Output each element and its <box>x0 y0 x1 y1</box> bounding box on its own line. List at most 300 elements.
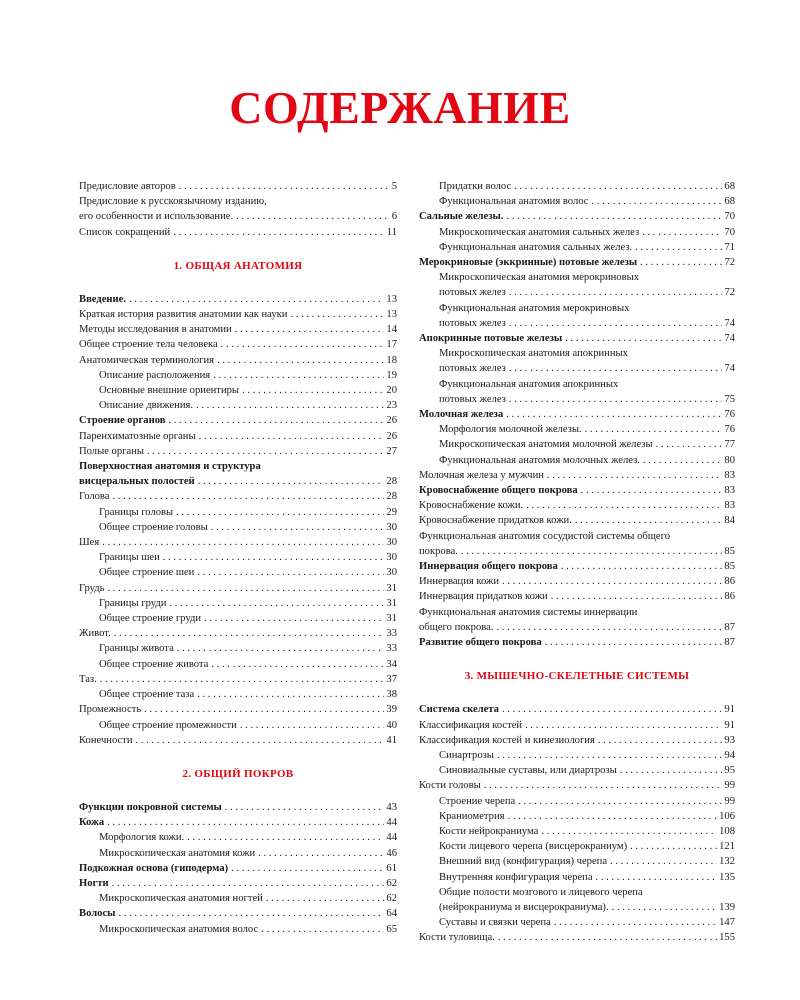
toc-entry[interactable] <box>79 657 397 672</box>
dot-leader <box>585 422 723 437</box>
dot-leader <box>509 361 723 376</box>
toc-entry-text: Краткая история развития анатомии как науки <box>79 309 288 321</box>
toc-entry[interactable] <box>79 922 397 937</box>
toc-entry-text: Молочная железа <box>419 409 504 421</box>
toc-entry[interactable] <box>79 891 397 906</box>
toc-entry[interactable] <box>79 611 397 626</box>
toc-entry-text: Функциональная анатомия молочных желез. <box>439 454 640 466</box>
toc-entry-text: Полые органы <box>79 445 144 457</box>
dot-leader <box>197 687 384 702</box>
dot-leader <box>547 468 723 483</box>
toc-entry[interactable] <box>419 529 735 559</box>
toc-entry-text: Синартрозы <box>439 749 494 761</box>
toc-entry-text: Основные внешние ориентиры <box>99 385 240 397</box>
page-number: 38 <box>386 689 397 701</box>
toc-entry[interactable] <box>419 225 735 240</box>
page-number: 33 <box>386 643 397 655</box>
page-number: 99 <box>724 795 735 807</box>
toc-entry[interactable] <box>79 413 397 428</box>
dot-leader <box>610 854 717 869</box>
dot-leader <box>169 596 384 611</box>
toc-left-column <box>79 179 397 937</box>
dot-leader <box>211 520 385 535</box>
dot-leader <box>100 672 385 687</box>
toc-entry[interactable] <box>419 194 735 209</box>
toc-entry-last-line <box>79 209 397 224</box>
page-number: 132 <box>719 856 735 868</box>
dot-leader <box>498 930 717 945</box>
toc-entry-text: Придатки волос <box>439 181 512 192</box>
section-heading: 1. ОБЩАЯ АНАТОМИЯ <box>173 259 303 272</box>
toc-entry[interactable] <box>79 846 397 861</box>
page-number: 40 <box>386 719 397 731</box>
toc-entry-last-line <box>439 285 735 300</box>
toc-entry-text: Предисловие авторов <box>79 181 176 192</box>
page-number: 23 <box>386 400 397 412</box>
dot-leader <box>136 733 385 748</box>
page-number: 14 <box>386 324 397 336</box>
dot-leader <box>147 444 384 459</box>
page-number: 94 <box>724 749 735 761</box>
toc-entry[interactable] <box>419 839 735 854</box>
page-number: 62 <box>386 893 397 905</box>
toc-entry-text: потовых желез <box>439 363 506 375</box>
toc-entry-text: Границы груди <box>99 597 167 609</box>
page-number: 147 <box>719 917 735 929</box>
page-number: 85 <box>724 545 735 557</box>
toc-entry-text: Развитие общего покрова <box>419 637 542 649</box>
page-number: 71 <box>724 241 735 253</box>
toc-entry-text: Подкожная основа (гиподерма) <box>79 862 229 874</box>
toc-entry[interactable] <box>79 398 397 413</box>
dot-leader <box>541 824 717 839</box>
toc-entry[interactable] <box>419 748 735 763</box>
toc-entry[interactable] <box>419 483 735 498</box>
toc-entry[interactable] <box>419 733 735 748</box>
dot-leader <box>497 620 723 635</box>
toc-entry[interactable] <box>79 505 397 520</box>
toc-entry-text: Кожа <box>79 817 105 829</box>
dot-leader <box>497 748 722 763</box>
toc-entry[interactable] <box>79 565 397 580</box>
dot-leader <box>643 453 722 468</box>
toc-entry[interactable] <box>79 194 397 224</box>
toc-entry-text: Границы головы <box>99 506 174 518</box>
toc-entry-text: Внутренняя конфигурация черепа <box>439 871 593 883</box>
toc-entry-text: Функциональная анатомия сальных желез. <box>439 241 633 253</box>
dot-leader <box>484 778 723 793</box>
toc-entry[interactable] <box>79 687 397 702</box>
page-number: 91 <box>724 704 735 716</box>
toc-right-column <box>419 179 735 946</box>
page-number: 29 <box>386 506 397 518</box>
toc-entry-last-line <box>439 361 735 376</box>
dot-leader <box>242 383 384 398</box>
dot-leader <box>217 353 384 368</box>
dot-leader <box>225 800 385 815</box>
toc-entry-text: Общие полости мозгового и лицевого черепа <box>439 886 643 898</box>
toc-entry-text: Введение. <box>79 293 126 305</box>
page-number: 27 <box>386 445 397 457</box>
page-number: 86 <box>724 576 735 588</box>
toc-entry[interactable] <box>419 885 735 915</box>
toc-entry[interactable] <box>419 209 735 224</box>
dot-leader <box>168 413 384 428</box>
page-number: 70 <box>724 211 735 223</box>
toc-entry-text: Промежность <box>79 704 142 716</box>
toc-entry[interactable] <box>419 255 735 270</box>
page-title: СОДЕРЖАНИЕ <box>229 82 571 133</box>
page-number: 43 <box>386 801 397 813</box>
page-number: 135 <box>719 871 735 883</box>
toc-entry-text: Функциональная анатомия сосудистой системы общего <box>419 530 670 542</box>
dot-leader <box>506 407 722 422</box>
toc-entry[interactable] <box>419 346 735 376</box>
dot-leader <box>221 337 385 352</box>
page-number: 5 <box>391 181 397 192</box>
page-number: 39 <box>386 704 397 716</box>
toc-entry[interactable] <box>79 535 397 550</box>
toc-entry-text: Кровоснабжение кожи. <box>419 500 524 512</box>
toc-entry[interactable] <box>79 322 397 337</box>
toc-entry[interactable] <box>419 763 735 778</box>
page-number: 41 <box>386 734 397 746</box>
dot-leader <box>113 489 385 504</box>
toc-entry[interactable] <box>419 270 735 300</box>
toc-entry-text: (нейрокраниума и висцерокраниума). <box>439 901 609 913</box>
dot-leader <box>240 718 385 733</box>
toc-entry-text: Кости головы <box>419 780 481 792</box>
toc-entry-text: Общее строение таза <box>99 689 195 701</box>
section-heading: 3. МЫШЕЧНО-СКЕЛЕТНЫЕ СИСТЕМЫ <box>464 670 690 683</box>
page-number: 65 <box>386 923 397 935</box>
page-number: 74 <box>724 317 735 329</box>
page-number: 83 <box>724 500 735 512</box>
dot-leader <box>114 626 385 641</box>
dot-leader <box>102 535 384 550</box>
page-number: 37 <box>386 673 397 685</box>
toc-entry[interactable] <box>419 930 735 945</box>
dot-leader <box>598 733 723 748</box>
dot-leader <box>592 194 723 209</box>
toc-entry[interactable] <box>419 794 735 809</box>
toc-entry-text: Микроскопическая анатомия волос <box>99 923 259 935</box>
toc-entry-text: Кровоснабжение придатков кожи. <box>419 515 572 527</box>
toc-entry[interactable] <box>419 605 735 635</box>
toc-entry[interactable] <box>419 702 735 717</box>
page-number: 75 <box>724 393 735 405</box>
page-number: 76 <box>724 409 735 421</box>
dot-leader <box>179 179 390 194</box>
page-number: 46 <box>386 847 397 859</box>
dot-leader <box>565 331 722 346</box>
toc-entry[interactable] <box>79 815 397 830</box>
page-number: 72 <box>724 287 735 299</box>
toc-entry-text: Методы исследования в анатомии <box>79 324 232 336</box>
page-number: 26 <box>386 430 397 442</box>
dot-leader <box>502 574 722 589</box>
toc-entry[interactable] <box>419 240 735 255</box>
toc-entry[interactable] <box>419 778 735 793</box>
toc-entry[interactable] <box>79 906 397 921</box>
dot-leader <box>635 240 722 255</box>
toc-entry-text: потовых желез <box>439 393 506 405</box>
toc-entry[interactable] <box>79 596 397 611</box>
dot-leader <box>177 641 385 656</box>
toc-entry[interactable] <box>419 559 735 574</box>
toc-entry-text: Внешний вид (конфигурация) черепа <box>439 856 608 868</box>
toc-entry-text: Волосы <box>79 908 116 920</box>
toc-entry-text: Сальные железы. <box>419 211 504 223</box>
page-number: 87 <box>724 621 735 633</box>
page-number: 61 <box>386 862 397 874</box>
toc-entry-text: Описание движения. <box>99 400 194 412</box>
toc-entry[interactable] <box>419 824 735 839</box>
toc-entry-text: Таз. <box>79 673 97 685</box>
toc-entry[interactable] <box>79 800 397 815</box>
toc-entry[interactable] <box>419 437 735 452</box>
toc-entry-text: Конечности <box>79 734 133 746</box>
dot-leader <box>596 870 718 885</box>
toc-entry-last-line <box>419 620 735 635</box>
toc-entry[interactable] <box>419 915 735 930</box>
toc-entry[interactable] <box>79 429 397 444</box>
toc-entry[interactable] <box>419 718 735 733</box>
page-number: 80 <box>724 454 735 466</box>
toc-entry[interactable] <box>79 626 397 641</box>
dot-leader <box>107 815 384 830</box>
toc-entry-text: Суставы и связки черепа <box>439 917 551 929</box>
dot-leader <box>656 437 723 452</box>
toc-entry[interactable] <box>419 422 735 437</box>
toc-entry-text: Границы шеи <box>99 552 160 564</box>
dot-leader <box>198 474 385 489</box>
dot-leader <box>290 307 384 322</box>
dot-leader <box>642 225 722 240</box>
toc-entry-last-line <box>439 900 735 915</box>
page-number: 77 <box>724 439 735 451</box>
page-number: 20 <box>386 385 397 397</box>
toc-entry[interactable] <box>419 331 735 346</box>
toc-entry-text: Кости нейрокраниума <box>439 825 539 837</box>
toc-entry[interactable] <box>419 301 735 331</box>
toc-entry-text: Общее строение шеи <box>99 567 195 579</box>
page-number: 28 <box>386 476 397 488</box>
toc-entry[interactable] <box>419 854 735 869</box>
toc-entry-text: Молочная железа у мужчин <box>419 469 544 481</box>
toc-entry[interactable] <box>79 307 397 322</box>
toc-entry[interactable] <box>79 337 397 352</box>
dot-leader <box>204 611 384 626</box>
toc-entry[interactable] <box>419 809 735 824</box>
toc-entry[interactable] <box>419 870 735 885</box>
toc-entry-text: покрова. <box>419 545 458 557</box>
page-number: 106 <box>719 810 735 822</box>
page-number: 28 <box>386 491 397 503</box>
toc-entry[interactable] <box>79 368 397 383</box>
toc-entry[interactable] <box>79 489 397 504</box>
dot-leader <box>236 209 390 224</box>
toc-entry-text: Кости лицевого черепа (висцерокраниум) <box>439 841 628 853</box>
dot-leader <box>461 544 722 559</box>
toc-entry[interactable] <box>79 292 397 307</box>
dot-leader <box>509 285 723 300</box>
toc-entry-text: Живот. <box>79 628 111 640</box>
toc-entry-text: общего покрова. <box>419 621 494 633</box>
dot-leader <box>509 392 723 407</box>
toc-entry-text: Иннервация общего покрова <box>419 561 558 573</box>
toc-entry[interactable] <box>79 830 397 845</box>
page-number: 84 <box>724 515 735 527</box>
dot-leader <box>118 906 384 921</box>
section-heading: 2. ОБЩИЙ ПОКРОВ <box>182 767 294 780</box>
toc-entry-text: Морфология кожи. <box>99 832 185 844</box>
toc-entry[interactable] <box>419 377 735 407</box>
dot-leader <box>554 915 717 930</box>
dot-leader <box>258 846 384 861</box>
dot-leader <box>581 483 723 498</box>
dot-leader <box>575 513 723 528</box>
toc-entry[interactable] <box>79 672 397 687</box>
page-number: 19 <box>386 369 397 381</box>
dot-leader <box>163 550 385 565</box>
dot-leader <box>506 209 722 224</box>
toc-entry-text: Паренхиматозные органы <box>79 430 196 442</box>
dot-leader <box>199 429 385 444</box>
toc-entry[interactable] <box>79 550 397 565</box>
toc-entry-text: Шея <box>79 537 100 549</box>
toc-entry[interactable] <box>419 179 735 194</box>
toc-entry-last-line <box>439 392 735 407</box>
page-number: 6 <box>391 211 397 223</box>
page-number: 13 <box>386 309 397 321</box>
toc-entry[interactable] <box>79 718 397 733</box>
toc-entry[interactable] <box>79 383 397 398</box>
page-number: 76 <box>724 424 735 436</box>
toc-entry-text: Кровоснабжение общего покрова <box>419 485 578 497</box>
toc-entry-text: Общее строение тела человека <box>79 339 218 351</box>
page-number: 13 <box>386 293 397 305</box>
dot-leader <box>107 581 384 596</box>
toc-entry[interactable] <box>419 407 735 422</box>
toc-entry-text: Классификация костей и кинезиология <box>419 734 595 746</box>
dot-leader <box>197 565 384 580</box>
page-number: 139 <box>719 901 735 913</box>
toc-entry-text: Классификация костей <box>419 719 523 731</box>
dot-leader <box>144 702 384 717</box>
toc-entry[interactable] <box>79 733 397 748</box>
page-number: 31 <box>386 582 397 594</box>
toc-entry[interactable] <box>79 861 397 876</box>
toc-entry-text: Голова <box>79 491 110 503</box>
page-number: 17 <box>386 339 397 351</box>
toc-entry[interactable] <box>419 574 735 589</box>
dot-leader <box>211 657 384 672</box>
dot-leader <box>176 505 384 520</box>
dot-leader <box>612 900 718 915</box>
page-number: 74 <box>724 333 735 345</box>
dot-leader <box>525 718 722 733</box>
page-number: 26 <box>386 415 397 427</box>
toc-entry-text: Функциональная анатомия системы иннервации <box>419 606 638 618</box>
toc-entry-text: Мерокриновые (эккринные) потовые железы <box>419 257 638 269</box>
page-number: 155 <box>719 932 735 944</box>
page-number: 87 <box>724 637 735 649</box>
dot-leader <box>518 794 722 809</box>
toc-entry[interactable] <box>419 635 735 650</box>
toc-entry[interactable] <box>79 459 397 489</box>
dot-leader <box>213 368 384 383</box>
toc-entry-text: Синовиальные суставы, или диартрозы <box>439 765 617 777</box>
toc-entry-text: его особенности и использование. <box>79 211 234 223</box>
toc-entry[interactable] <box>79 581 397 596</box>
toc-entry[interactable] <box>79 876 397 891</box>
page-number: 108 <box>719 825 735 837</box>
dot-leader <box>173 225 385 240</box>
page-number: 83 <box>724 469 735 481</box>
page-number: 34 <box>386 658 397 670</box>
toc-entry-text: Предисловие к русскоязычному изданию, <box>79 196 267 208</box>
toc-entry-last-line <box>439 316 735 331</box>
toc-entry[interactable] <box>419 589 735 604</box>
toc-entry-text: Микроскопическая анатомия ногтей <box>99 893 263 905</box>
page-number: 83 <box>724 485 735 497</box>
toc-entry[interactable] <box>79 702 397 717</box>
toc-entry[interactable] <box>79 225 397 240</box>
toc-entry-text: Строение черепа <box>439 795 516 807</box>
dot-leader <box>129 292 384 307</box>
page-number: 91 <box>724 719 735 731</box>
toc-entry-text: Общее строение груди <box>99 613 202 625</box>
toc-entry-text: Микроскопическая анатомия молочной железы <box>439 439 653 451</box>
page-number: 72 <box>724 257 735 269</box>
toc-entry-text: Микроскопическая анатомия сальных желез <box>439 226 640 238</box>
toc-entry[interactable] <box>419 453 735 468</box>
toc-entry-text: Кости туловища. <box>419 932 495 944</box>
toc-entry[interactable] <box>79 520 397 535</box>
toc-entry[interactable] <box>419 498 735 513</box>
toc-entry[interactable] <box>79 641 397 656</box>
dot-leader <box>630 839 717 854</box>
page-number: 11 <box>386 226 397 238</box>
toc-entry-text: Анатомическая терминология <box>79 354 215 366</box>
toc-entry[interactable] <box>419 513 735 528</box>
toc-entry-text: Краниометрия <box>439 810 505 822</box>
toc-entry-text: Строение органов <box>79 415 166 427</box>
dot-leader <box>640 255 722 270</box>
toc-entry-text: Система скелета <box>419 704 499 716</box>
dot-leader <box>196 398 384 413</box>
toc-entry[interactable] <box>79 353 397 368</box>
dot-leader <box>187 830 384 845</box>
toc-entry[interactable] <box>79 444 397 459</box>
toc-entry-text: потовых желез <box>439 287 506 299</box>
dot-leader <box>514 179 722 194</box>
dot-leader <box>551 589 723 604</box>
page-number: 31 <box>386 613 397 625</box>
toc-entry-text: Общее строение промежности <box>99 719 237 731</box>
toc-entry-last-line <box>419 544 735 559</box>
toc-entry-last-line <box>79 474 397 489</box>
toc-entry[interactable] <box>79 179 397 194</box>
page-number: 121 <box>719 841 735 853</box>
dot-leader <box>231 861 384 876</box>
toc-entry-text: Список сокращений <box>79 226 171 238</box>
toc-entry[interactable] <box>419 468 735 483</box>
toc-entry-text: Функциональная анатомия волос <box>439 196 589 208</box>
toc-entry-text: висцеральных полостей <box>79 476 195 488</box>
dot-leader <box>620 763 723 778</box>
